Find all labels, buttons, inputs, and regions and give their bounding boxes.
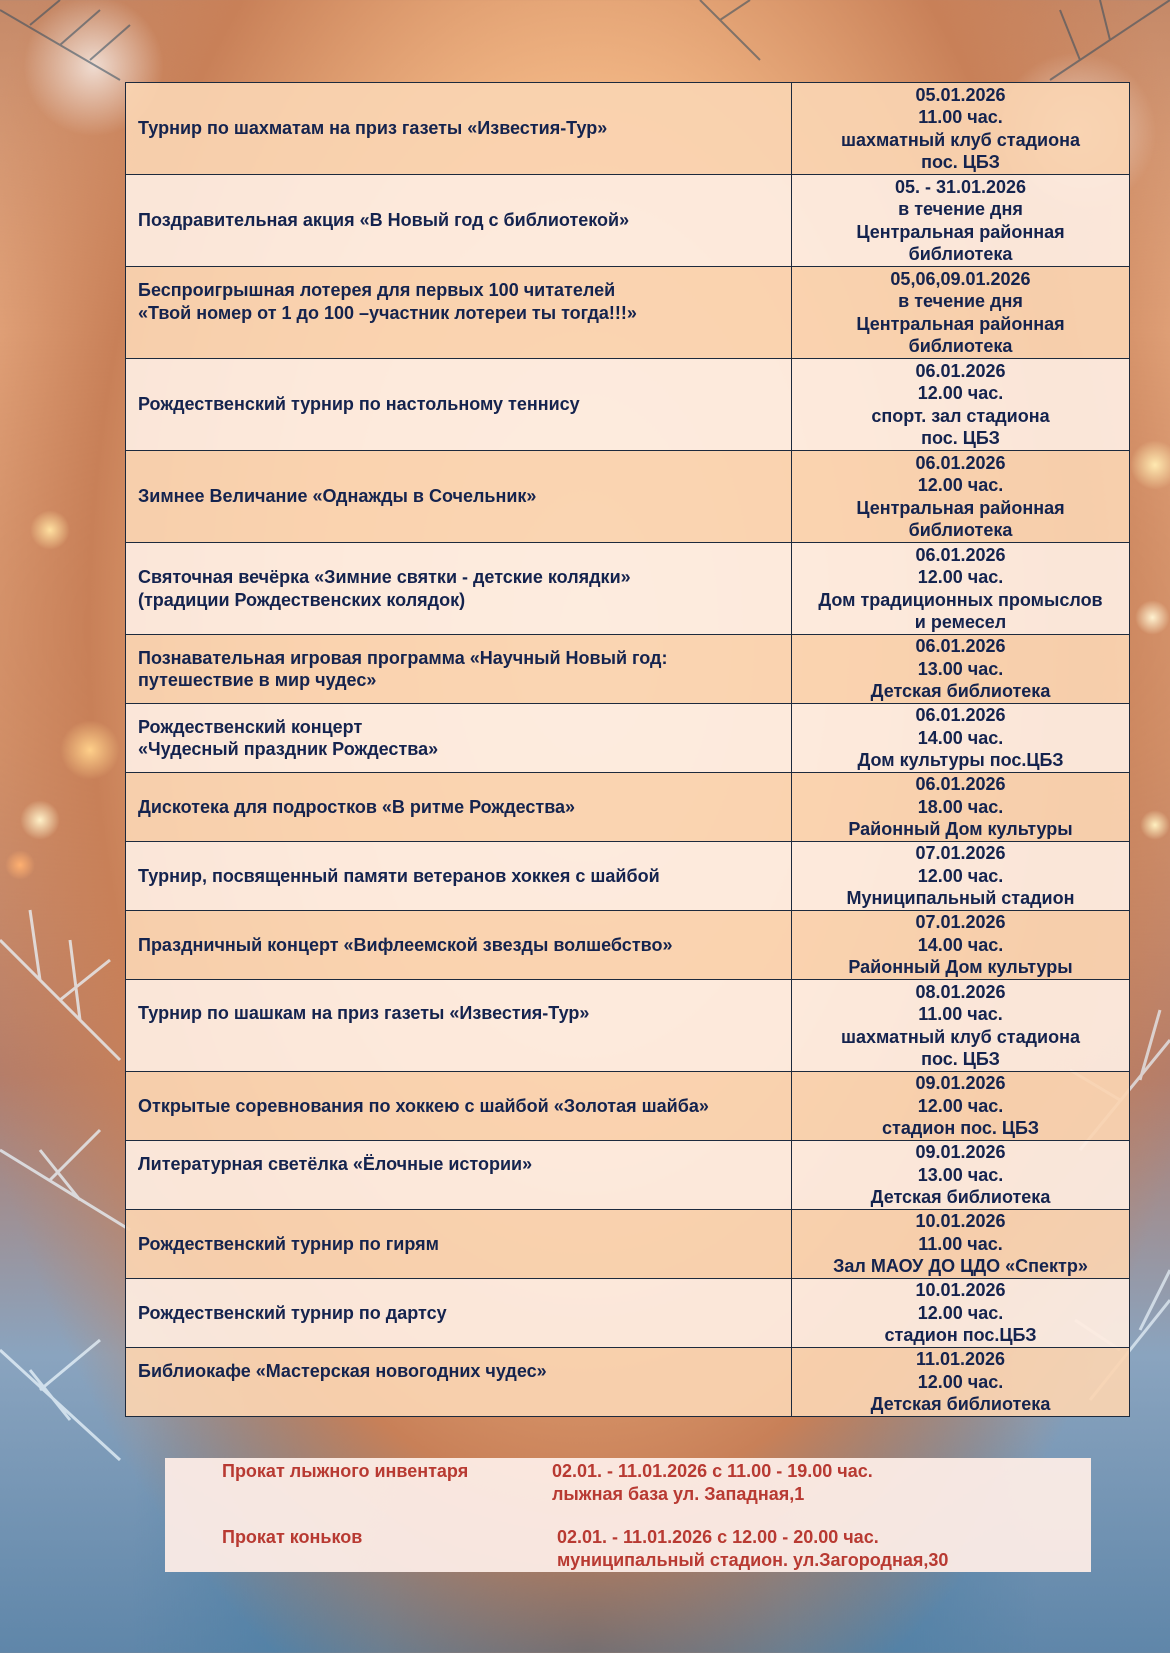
event-name-cell [126, 359, 792, 451]
table-row [126, 83, 1130, 175]
skate-rental-label: Прокат коньков [222, 1527, 363, 1547]
event-name: Рождественский турнир по настольному теннису [138, 394, 580, 415]
event-name-cell [126, 842, 792, 911]
event-name-cell [126, 1141, 792, 1210]
event-name-cell [126, 911, 792, 980]
bokeh-light [60, 720, 120, 780]
frost-branch-top [0, 0, 1170, 90]
bokeh-light [1140, 810, 1170, 840]
event-details: 07.01.2026 12.00 час. Муниципальный стадион [792, 842, 1130, 911]
event-name: Рождественский концерт «Чудесный праздник Рождества» [138, 716, 439, 759]
event-details: 10.01.2026 12.00 час. стадион пос.ЦБЗ [792, 1279, 1130, 1348]
event-name-cell [126, 773, 792, 842]
event-name-cell [126, 267, 792, 359]
event-details: 10.01.2026 11.00 час. Зал МАОУ ДО ЦДО «Спектр» [792, 1210, 1130, 1279]
bokeh-light [1130, 440, 1170, 490]
table-row [126, 980, 1130, 1072]
table-row [126, 1279, 1130, 1348]
skate-rental-details: 02.01. - 11.01.2026 с 12.00 - 20.00 час. муниципальный стадион. ул.Загородная,30 [557, 1527, 949, 1570]
event-name-cell [126, 635, 792, 704]
table-row [126, 842, 1130, 911]
event-name: Рождественский турнир по дартсу [138, 1302, 447, 1323]
ski-rental-label: Прокат лыжного инвентаря [222, 1461, 469, 1481]
table-row [126, 704, 1130, 773]
event-details: 09.01.2026 13.00 час. Детская библиотека [792, 1141, 1130, 1210]
ski-rental-details: 02.01. - 11.01.2026 с 11.00 - 19.00 час. лыжная база ул. Западная,1 [552, 1461, 873, 1504]
bokeh-light [30, 510, 70, 550]
table-row [126, 635, 1130, 704]
event-details: 06.01.2026 18.00 час. Районный Дом культуры [792, 773, 1130, 842]
event-name: Беспроигрышная лотерея для первых 100 читателей «Твой номер от 1 до 100 –участник лотереи ты тогда!!!» [138, 280, 637, 323]
event-name: Познавательная игровая программа «Научный Новый год: путешествие в мир чудес» [138, 647, 668, 690]
event-name: Турнир, посвященный памяти ветеранов хоккея с шайбой [138, 865, 660, 886]
event-details: 05.01.2026 11.00 час. шахматный клуб стадиона пос. ЦБЗ [792, 83, 1130, 175]
event-details: 07.01.2026 14.00 час. Районный Дом культуры [792, 911, 1130, 980]
event-name-cell [126, 1279, 792, 1348]
event-name-cell [126, 451, 792, 543]
event-details: 06.01.2026 14.00 час. Дом культуры пос.ЦБЗ [792, 704, 1130, 773]
event-details: 06.01.2026 12.00 час. Дом традиционных промыслов и ремесел [792, 543, 1130, 635]
table-row [126, 359, 1130, 451]
table-row [126, 773, 1130, 842]
table-row [126, 1348, 1130, 1417]
event-name: Рождественский турнир по гирям [138, 1233, 439, 1254]
event-name: Открытые соревнования по хоккею с шайбой «Золотая шайба» [138, 1095, 709, 1116]
event-name: Турнир по шахматам на приз газеты «Известия-Тур» [138, 118, 608, 139]
event-name: Дискотека для подростков «В ритме Рождества» [138, 796, 576, 817]
event-name-cell [126, 1072, 792, 1141]
event-details: 06.01.2026 13.00 час. Детская библиотека [792, 635, 1130, 704]
table-row [126, 1210, 1130, 1279]
event-name-cell [126, 1348, 792, 1417]
bokeh-light [1135, 600, 1170, 635]
event-name-cell [126, 704, 792, 773]
table-row [126, 543, 1130, 635]
table-row [126, 451, 1130, 543]
rental-info-panel [165, 1458, 1091, 1572]
table-row [126, 911, 1130, 980]
event-details: 09.01.2026 12.00 час. стадион пос. ЦБЗ [792, 1072, 1130, 1141]
event-details: 06.01.2026 12.00 час. спорт. зал стадиона пос. ЦБЗ [792, 359, 1130, 451]
event-name: Поздравительная акция «В Новый год с библиотекой» [138, 210, 630, 231]
events-schedule-table [125, 82, 1130, 1417]
event-details: 11.01.2026 12.00 час. Детская библиотека [792, 1348, 1130, 1417]
table-row [126, 1072, 1130, 1141]
event-details: 08.01.2026 11.00 час. шахматный клуб стадиона пос. ЦБЗ [792, 980, 1130, 1072]
frost-branch-left [0, 900, 140, 1600]
event-name: Библиокафе «Мастерская новогодних чудес» [138, 1361, 547, 1381]
event-name: Зимнее Величание «Однажды в Сочельник» [138, 486, 537, 507]
event-name-cell [126, 543, 792, 635]
table-row [126, 1141, 1130, 1210]
event-name: Литературная светёлка «Ёлочные истории» [138, 1154, 533, 1174]
table-row [126, 175, 1130, 267]
event-name-cell [126, 83, 792, 175]
event-name-cell [126, 1210, 792, 1279]
table-row [126, 267, 1130, 359]
event-details: 05. - 31.01.2026 в течение дня Центральная районная библиотека [792, 175, 1130, 267]
event-name: Праздничный концерт «Вифлеемской звезды волшебство» [138, 934, 673, 955]
event-name-cell [126, 980, 792, 1072]
event-details: 06.01.2026 12.00 час. Центральная районная библиотека [792, 451, 1130, 543]
bokeh-light [20, 800, 60, 840]
event-name: Святочная вечёрка «Зимние святки - детские колядки» (традиции Рождественских колядок) [138, 567, 631, 610]
event-name: Турнир по шашкам на приз газеты «Известия-Тур» [138, 1003, 590, 1023]
event-name-cell [126, 175, 792, 267]
bokeh-light [5, 850, 35, 880]
event-details: 05,06,09.01.2026 в течение дня Центральная районная библиотека [792, 267, 1130, 359]
